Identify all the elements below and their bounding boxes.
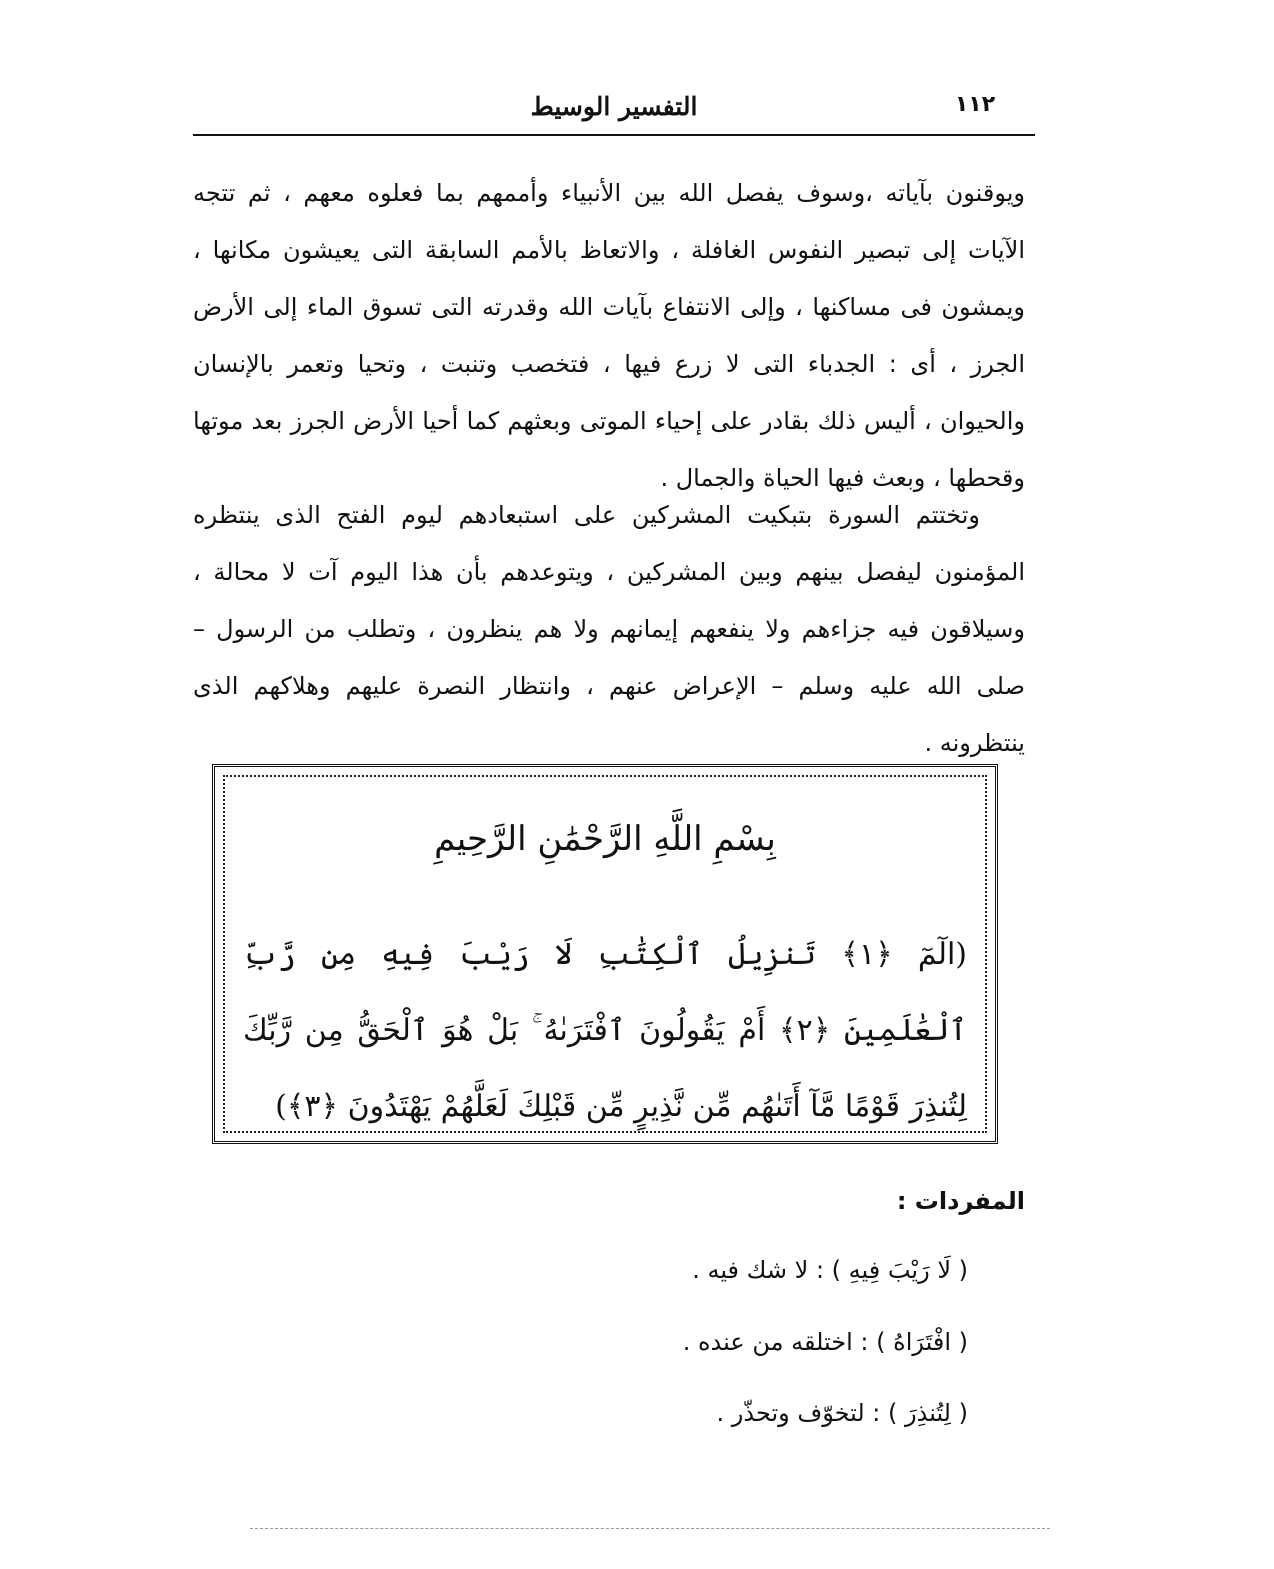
paragraph-surah-conclusion: وتختتم السورة بتبكيت المشركين على استبعادهم ليوم الفتح الذى ينتظره المؤمنون ليفصل بينهم وبين المشركين ، ويتوعدهم بأن هذا اليوم آت لا محالة ، وسيلاقون فيه جزاءهم ولا ينفعهم إيمانهم ولا هم ينظرون ، وتطلب من الرسول – صلى الله عليه وسلم – الإعراض عنهم ، وانتظار النصرة عليهم وهلاكهم الذى ينتظرونه . xyxy=(193,501,1025,757)
quran-verses-text: (الٓمٓ ﴿١﴾ تَنزِيلُ ٱلْكِتَٰبِ لَا رَيْبَ فِيهِ مِن رَّبِّ ٱلْعَٰلَمِينَ ﴿٢﴾ أَمْ يَقُولُونَ ٱفْتَرَىٰهُ ۚ بَلْ هُوَ ٱلْحَقُّ مِن رَّبِّكَ لِتُنذِرَ قَوْمًا مَّآ أَتَىٰهُم مِّن نَّذِيرٍ مِّن قَبْلِكَ لَعَلَّهُمْ يَهْتَدُونَ ﴿٣﴾) xyxy=(243,937,967,1124)
page-header xyxy=(193,86,1035,136)
vocabulary-item: ( افْتَرَاهُ ) : اختلقه من عنده . xyxy=(682,1328,968,1356)
running-title: التفسير الوسيط xyxy=(530,92,698,121)
basmala-heading: بِسْمِ اللَّهِ الرَّحْمَٰنِ الرَّحِيمِ xyxy=(434,819,776,859)
page-footer-rule xyxy=(250,1528,1050,1529)
vocabulary-heading: المفردات : xyxy=(896,1187,1025,1215)
vocabulary-item: ( لِتُنذِرَ ) : لتخوّف وتحذّر . xyxy=(716,1399,968,1427)
vocabulary-item: ( لَا رَيْبَ فِيهِ ) : لا شك فيه . xyxy=(692,1256,968,1284)
quran-verses-frame xyxy=(212,764,998,1144)
page-number: ١١٢ xyxy=(954,92,996,117)
paragraph-intro-summary: ويوقنون بآياته ،وسوف يفصل الله بين الأنبياء وأممهم بما فعلوه معهم ، ثم تتجه الآيات إلى تبصير النفوس الغافلة ، والاتعاظ بالأمم السابقة التى يعيشون مكانها ، ويمشون فى مساكنها ، وإلى الانتفاع بآيات الله وقدرته التى تسوق الماء إلى الأرض الجرز ، أى : الجدباء التى لا زرع فيها ، فتخصب وتنبت ، وتحيا وتعمر بالإنسان والحيوان ، أليس ذلك بقادر على إحياء الموتى وبعثهم كما أحيا الأرض الجرز بعد موتها وقحطها ، وبعث فيها الحياة والجمال . xyxy=(193,179,1025,492)
